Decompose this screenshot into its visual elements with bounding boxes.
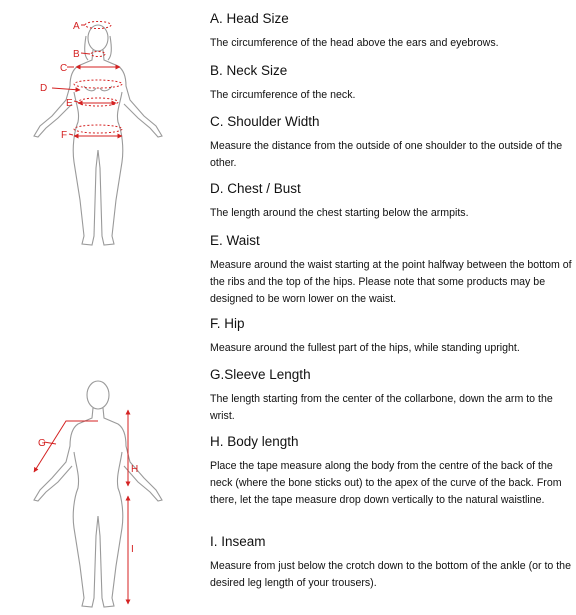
front-measure-lines (52, 22, 122, 137)
entry-title: G.Sleeve Length (210, 367, 311, 382)
entry-title: B. Neck Size (210, 63, 288, 78)
label-h: H (131, 464, 139, 475)
entry-sleeve-length (210, 367, 572, 425)
entry-title: E. Waist (210, 233, 260, 248)
measurement-figures (0, 0, 205, 615)
body-diagram (0, 0, 205, 615)
label-e: E (66, 98, 73, 109)
front-labels (40, 21, 80, 141)
entry-chest-bust (210, 181, 572, 222)
label-g: G (38, 438, 46, 449)
entry-shoulder-width (210, 114, 572, 172)
entry-text: Measure from just below the crotch down to the bottom of the ankle (or to the desired leg length of your trousers). (210, 560, 571, 589)
entry-text: Measure the distance from the outside of one shoulder to the outside of the other. (210, 140, 563, 169)
entry-body-length (210, 434, 572, 508)
entry-text: Place the tape measure along the body from the centre of the back of the neck (where the bone sticks out) to the apex of the curve of the back. From there, let the tape measure drop down vertically to the natural waistline. (210, 460, 562, 506)
label-f: F (61, 130, 68, 141)
label-a: A (73, 21, 80, 32)
entry-title: I. Inseam (210, 534, 266, 549)
label-c: C (60, 63, 68, 74)
back-labels (38, 438, 138, 555)
entry-text: The length around the chest starting below the armpits. (210, 207, 469, 219)
entry-neck-size (210, 63, 572, 104)
entry-text: The circumference of the head above the ears and eyebrows. (210, 37, 499, 49)
label-b: B (73, 49, 80, 60)
entry-title: H. Body length (210, 434, 299, 449)
entry-text: The circumference of the neck. (210, 89, 356, 101)
entry-waist (210, 233, 572, 307)
label-i: I (131, 544, 134, 555)
entry-title: C. Shoulder Width (210, 114, 320, 129)
entry-title: D. Chest / Bust (210, 181, 301, 196)
entry-text: Measure around the fullest part of the hips, while standing upright. (210, 342, 520, 354)
entry-hip (210, 316, 572, 357)
label-d: D (40, 83, 48, 94)
entry-head-size (210, 11, 572, 52)
back-figure (34, 381, 162, 607)
entry-title: A. Head Size (210, 11, 289, 26)
front-figure (34, 25, 162, 245)
entry-title: F. Hip (210, 316, 245, 331)
entry-text: The length starting from the center of the collarbone, down the arm to the wrist. (210, 393, 553, 422)
entry-inseam (210, 534, 572, 592)
entry-text: Measure around the waist starting at the point halfway between the bottom of the ribs and the top of the hips. Please note that some products may be designed to be worn lower on the waist. (210, 259, 572, 305)
